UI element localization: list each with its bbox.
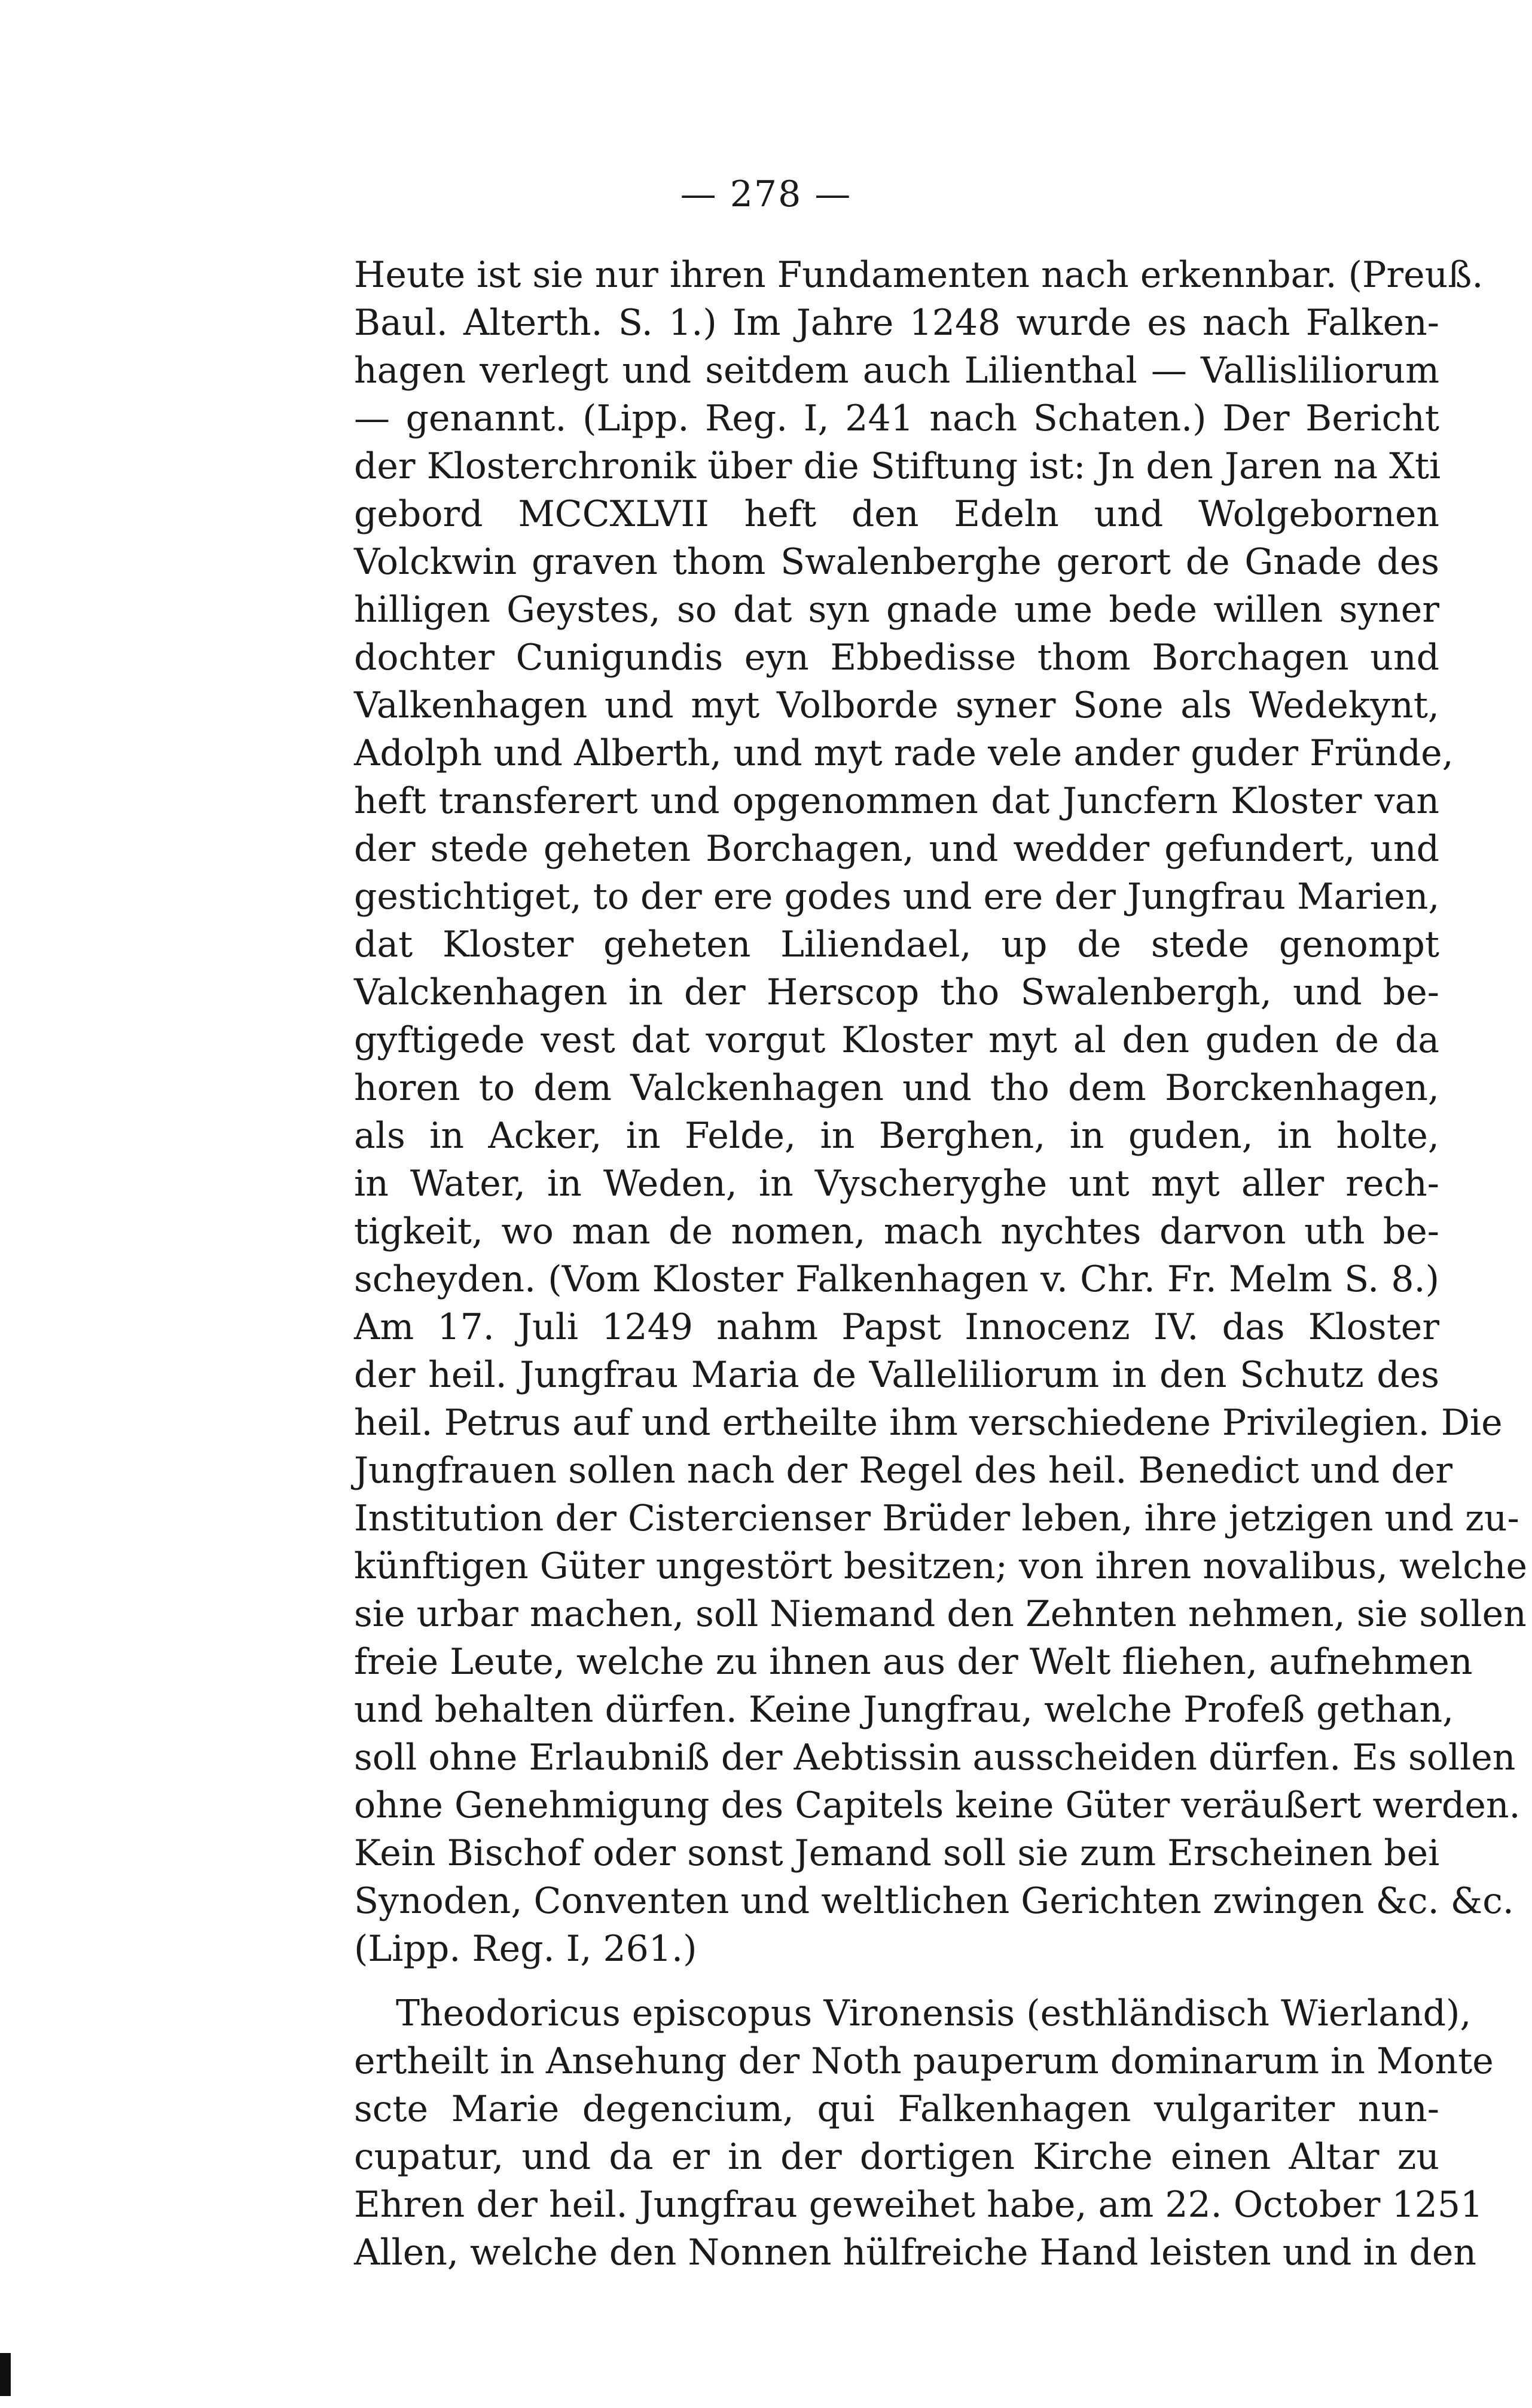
text-line: scheyden. (Vom Kloster Falkenhagen v. Chr. Fr. Melm S. 8.) <box>354 1258 1439 1300</box>
text-line: der heil. Jungfrau Maria de Valleliliorum in den Schutz des <box>354 1354 1439 1396</box>
paragraph <box>354 251 1527 1973</box>
text-line: tigkeit, wo man de nomen, mach nychtes darvon uth be- <box>354 1211 1439 1252</box>
text-line: — genannt. (Lipp. Reg. I, 241 nach Schaten.) Der Bericht <box>354 398 1439 439</box>
text-line: gyftigede vest dat vorgut Kloster myt al den guden de da <box>354 1019 1439 1061</box>
text-line: der Klosterchronik über die Stiftung ist: Jn den Jaren na Xti <box>354 445 1441 487</box>
text-line: als in Acker, in Felde, in Berghen, in guden, in holte, <box>354 1115 1439 1157</box>
text-line: Ehren der heil. Jungfrau geweihet habe, am 22. October 1251 <box>354 2184 1484 2226</box>
text-line: ertheilt in Ansehung der Noth pauperum dominarum in Monte <box>354 2040 1494 2082</box>
text-line: hilligen Geystes, so dat syn gnade ume bede willen syner <box>354 589 1439 631</box>
text-line: künftigen Güter ungestört besitzen; von ihren novalibus, welche <box>354 1545 1527 1587</box>
text-line: horen to dem Valckenhagen und tho dem Borckenhagen, <box>354 1067 1439 1109</box>
text-line: (Lipp. Reg. I, 261.) <box>354 1928 697 1970</box>
text-line: Synoden, Conventen und weltlichen Gerichten zwingen &c. &c. <box>354 1880 1514 1922</box>
text-line: Allen, welche den Nonnen hülfreiche Hand leisten und in den <box>354 2232 1476 2273</box>
text-line: heil. Petrus auf und ertheilte ihm verschiedene Privilegien. Die <box>354 1402 1503 1444</box>
text-line: heft transferert und opgenommen dat Juncfern Kloster van <box>354 780 1439 822</box>
text-line: Adolph und Alberth, und myt rade vele ander guder Fründe, <box>354 732 1454 774</box>
page-number: — 278 — <box>680 173 852 215</box>
text-line: in Water, in Weden, in Vyscheryghe unt myt aller rech- <box>354 1163 1439 1205</box>
text-line: Theodoricus episcopus Vironensis (esthländisch Wierland), <box>396 1993 1472 2034</box>
text-line: und behalten dürfen. Keine Jungfrau, welche Profeß gethan, <box>354 1689 1454 1731</box>
text-line: Jungfrauen sollen nach der Regel des heil. Benedict und der <box>354 1450 1453 1492</box>
text-line: dat Kloster geheten Liliendael, up de stede genompt <box>354 924 1439 965</box>
text-line: sie urbar machen, soll Niemand den Zehnten nehmen, sie sollen <box>354 1593 1527 1635</box>
text-line: Am 17. Juli 1249 nahm Papst Innocenz IV. das Kloster <box>354 1306 1439 1348</box>
text-line: ohne Genehmigung des Capitels keine Güter veräußert werden. <box>354 1784 1521 1826</box>
text-line: gebord MCCXLVII heft den Edeln und Wolgebornen <box>354 493 1439 535</box>
text-line: soll ohne Erlaubniß der Aebtissin ausscheiden dürfen. Es sollen <box>354 1737 1516 1779</box>
text-line: Baul. Alterth. S. 1.) Im Jahre 1248 wurde es nach Falken- <box>354 302 1439 344</box>
paragraph-gap <box>354 1973 1439 1990</box>
text-line: Kein Bischof oder sonst Jemand soll sie zum Erscheinen bei <box>354 1832 1440 1874</box>
text-line: Volckwin graven thom Swalenberghe gerort de Gnade des <box>354 541 1439 583</box>
paragraph <box>354 1990 1494 2276</box>
body-text <box>354 251 1527 2276</box>
text-line: freie Leute, welche zu ihnen aus der Welt fliehen, aufnehmen <box>354 1641 1473 1683</box>
text-line: cupatur, und da er in der dortigen Kirche einen Altar zu <box>354 2136 1439 2178</box>
text-line: Institution der Cistercienser Brüder leben, ihre jetzigen und zu- <box>354 1498 1519 1539</box>
text-line: Heute ist sie nur ihren Fundamenten nach erkennbar. (Preuß. <box>354 254 1484 296</box>
text-line: scte Marie degencium, qui Falkenhagen vulgariter nun- <box>354 2088 1439 2130</box>
text-line: Valckenhagen in der Herscop tho Swalenbergh, und be- <box>354 971 1439 1013</box>
text-line: Valkenhagen und myt Volborde syner Sone als Wedekynt, <box>354 684 1439 726</box>
text-line: hagen verlegt und seitdem auch Lilienthal — Vallisliliorum <box>354 350 1439 392</box>
text-line: der stede geheten Borchagen, und wedder gefundert, und <box>354 828 1439 870</box>
text-line: gestichtiget, to der ere godes und ere der Jungfrau Marien, <box>354 876 1440 918</box>
text-line: dochter Cunigundis eyn Ebbedisse thom Borchagen und <box>354 637 1439 679</box>
scan-edge-mark <box>0 2353 11 2396</box>
